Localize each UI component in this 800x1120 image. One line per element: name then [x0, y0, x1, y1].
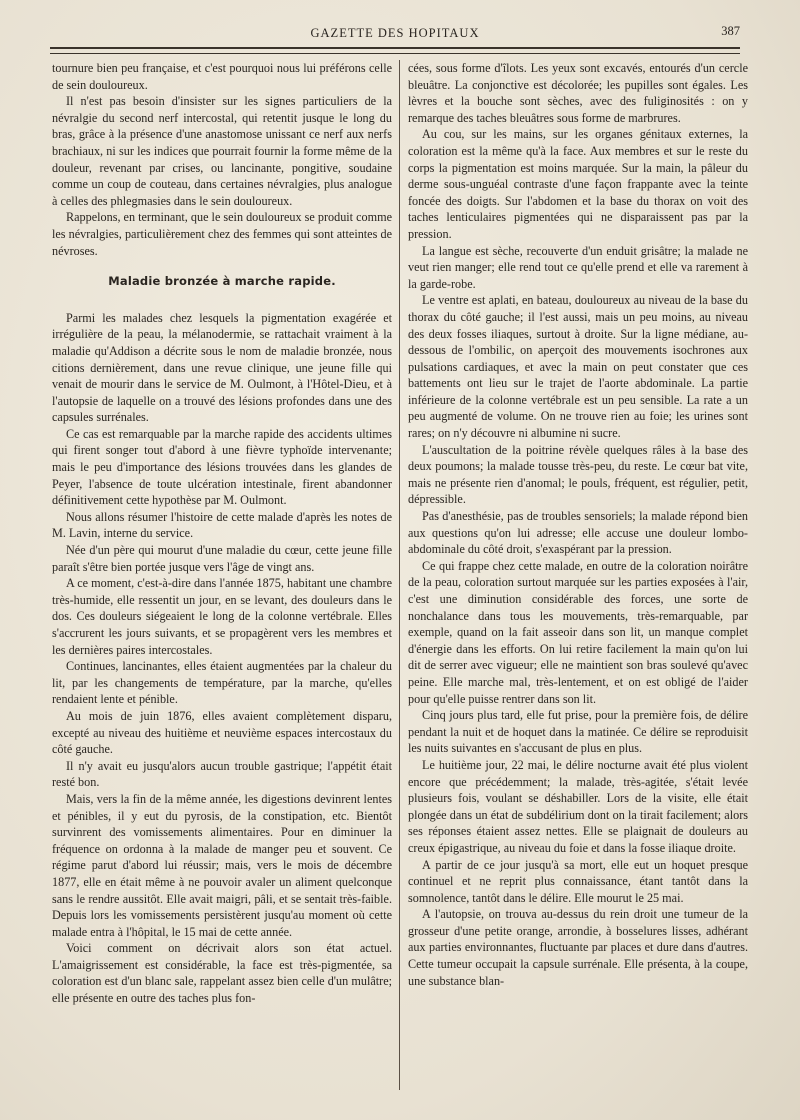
page-number: 387	[721, 24, 740, 38]
paragraph: Mais, vers la fin de la même année, les digestions devinrent lentes et pénibles, il y eut du pyrosis, de la constipation, etc. Bientôt survinrent des vomissements alimentaires. Pour en diminuer la fréquence on ordonna à la malade de manger peu et souvent. Ce régime parut d'abord lui réussir; mais, vers le mois de décembre 1877, elle en était même à ne pouvoir avaler un aliment quelconque sans le rendre aussitôt. Elle avait maigri, pâli, et se sentait très-faible. Depuis lors les vomissements persistèrent jusqu'au moment où cette malade entra à l'hôpital, le 15 mai de cette année.	[52, 791, 392, 939]
paragraph: La langue est sèche, recouverte d'un enduit grisâtre; la malade ne veut rien manger; elle rend tout ce qu'elle prend et elle va rarement à la garde-robe.	[408, 243, 748, 291]
paragraph: Au cou, sur les mains, sur les organes génitaux externes, la coloration est la même qu'à la face. Aux membres et sur le reste du corps la pigmentation est moins marquée. Sur la main, la pâleur du derme sous-unguéal contraste d'une façon frappante avec la teinte foncée des doigts. Sur l'abdomen et la base du thorax on voit des taches lenticulaires pigmentées qui ne disparaissent pas par la pression.	[408, 127, 748, 241]
paragraph: Parmi les malades chez lesquels la pigmentation exagérée et irrégulière de la peau, la mélanodermie, se rattachait vraiment à la maladie qu'Addison a décrite sous le nom de maladie bronzée, nous citions dernièrement, dans une revue clinique, une jeune fille qui venait de mourir dans le service de M. Oulmont, à l'Hôtel-Dieu, et à l'autopsie de laquelle on a trouvé des lésions profondes dans une des capsules surrénales.	[52, 310, 392, 425]
right-column	[408, 60, 748, 989]
paragraph: Nous allons résumer l'histoire de cette malade d'après les notes de M. Lavin, interne du service.	[52, 509, 392, 541]
header-rule-thin	[50, 53, 740, 54]
paragraph: cées, sous forme d'îlots. Les yeux sont excavés, entourés d'un cercle bleuâtre. La conjonctive est décolorée; les pupilles sont égales. Les lèvres et la bouche sont sèches, avec des fuliginosités : on y remarque des taches bleuâtres sous forme de marbrures.	[408, 61, 748, 125]
column-divider	[399, 60, 400, 1090]
paragraph: Ce qui frappe chez cette malade, en outre de la coloration noirâtre de la peau, coloration surtout marquée sur les parties exposées à l'air, c'est une diminution considérable des forces, une sorte de nonchalance dans tous les mouvements, très-remarquable, par exemple, quand on la fait asseoir dans son lit, un manque complet d'énergie dans les efforts. On lui retire facilement la main qu'on lui dit de serrer avec vigueur; elle ne maintient son bras soulevé qu'avec peine. Elle marche mal, très-lentement, et on est obligé de l'aider pour qu'elle puisse rentrer dans son lit.	[408, 558, 748, 706]
paragraph: A ce moment, c'est-à-dire dans l'année 1875, habitant une chambre très-humide, elle ressentit un jour, en se levant, des douleurs dans le dos. Ces douleurs siégeaient le long de la colonne vertébrale. Elles s'accrurent les jours suivants, et se propagèrent vers les membres et les dernières paires intercostales.	[52, 576, 392, 657]
paragraph: L'auscultation de la poitrine révèle quelques râles à la base des deux poumons; la malade tousse très-peu, du reste. Le cœur bat vite, mais ne présente rien d'anomal; le pouls, fréquent, est régulier, petit, dépressible.	[408, 442, 748, 507]
left-column	[52, 60, 392, 1007]
paragraph: Voici comment on décrivait alors son état actuel. L'amaigrissement est considérable, la face est très-pigmentée, sa coloration est d'un blanc sale, rappelant assez bien celle d'un mulâtre; elle présente en outre des taches plus fon-	[52, 941, 392, 1006]
paragraph: Pas d'anesthésie, pas de troubles sensoriels; la malade répond bien aux questions qu'on lui adresse; elle accuse une douleur lombo-abdominale du côté droit, s'exaspérant par la pression.	[408, 509, 748, 557]
header-rule-thick	[50, 47, 740, 49]
paragraph: Rappelons, en terminant, que le sein douloureux se produit comme les névralgies, particulièrement chez des femmes qui sont atteintes de névroses.	[52, 210, 392, 258]
page-header	[50, 22, 740, 46]
paragraph: Au mois de juin 1876, elles avaient complètement disparu, excepté au niveau des huitième et neuvième espaces intercostaux du côté gauche.	[52, 708, 392, 757]
paragraph: Il n'est pas besoin d'insister sur les signes particuliers de la névralgie du second nerf intercostal, qui retentit jusque le long du bras, grâce à la présence d'une anastomose unissant ce nerf aux nerfs brachiaux, ni sur les indices que pourrait fournir la forme même de la douleur, revenant par crises, ou lancinante, pongitive, soudaine comme un coup de couteau, dans certaines névralgies, plus analogue à celles des phlegmasies dans le sein douloureux.	[52, 94, 392, 208]
section-heading: Maladie bronzée à marche rapide.	[108, 274, 336, 289]
journal-title: GAZETTE DES HOPITAUX	[310, 26, 480, 40]
paragraph: Née d'un père qui mourut d'une maladie du cœur, cette jeune fille paraît s'être bien portée jusque vers l'âge de vingt ans.	[52, 543, 392, 574]
paragraph: Ce cas est remarquable par la marche rapide des accidents ultimes qui firent songer tout d'abord à une fièvre typhoïde intervenante; mais le peu d'importance des lésions trouvées dans les glandes de Peyer, l'absence de toute ulcération intestinale, firent abandonner définitivement cette hypothèse par M. Oulmont.	[52, 426, 392, 508]
paragraph: Cinq jours plus tard, elle fut prise, pour la première fois, de délire pendant la nuit et de hoquet dans la matinée. Ce délire se reproduisit les nuits suivantes en s'accusant de plus en plus.	[408, 708, 748, 756]
paragraph: A l'autopsie, on trouva au-dessus du rein droit une tumeur de la grosseur d'une petite orange, arrondie, à bosselures lisses, adhérant aux parties environnantes, fluctuante par places et dure dans d'autres. Cette tumeur occupait la capsule surrénale. Elle présenta, à la coupe, une substance blan-	[408, 907, 748, 988]
paragraph: Continues, lancinantes, elles étaient augmentées par la chaleur du lit, par les changements de température, par la marche, qu'elles rendaient lente et pénible.	[52, 659, 392, 707]
paragraph: A partir de ce jour jusqu'à sa mort, elle eut un hoquet presque continuel et ne reprit plus connaissance, étant tantôt dans la somnolence, tantôt dans le délire. Elle mourut le 25 mai.	[408, 857, 748, 905]
paragraph: Il n'y avait eu jusqu'alors aucun trouble gastrique; l'appétit était resté bon.	[52, 758, 392, 790]
paragraph: tournure bien peu française, et c'est pourquoi nous lui préférons celle de sein douloureux.	[52, 61, 392, 92]
paragraph: Le huitième jour, 22 mai, le délire nocturne avait été plus violent encore que précédemment; la malade, très-agitée, s'était levée plusieurs fois, voulant se déshabiller. Lors de la visite, elle était plongée dans un état de subdélirium dont on la tirait facilement; alors ses réponses étaient assez nettes. Elle se plaignait de douleurs au creux épigastrique, au niveau du foie et dans la fosse iliaque droite.	[408, 757, 748, 855]
paragraph: Le ventre est aplati, en bateau, douloureux au niveau de la base du thorax du côté gauche; il l'est aussi, mais un peu moins, au niveau des deux fosses iliaques, surtout à droite. Sur la ligne médiane, au-dessous de l'ombilic, on aperçoit des mouvements isochrones aux pulsations cardiaques, et avec la main on peut constater que ces battements ont lieu sur le trajet de l'aorte abdominale. La partie inférieure de la colonne vertébrale est un peu sensible. La rate a un peu augmenté de volume. On ne trouve rien au foie; les urines sont rares; on n'y découvre ni albumine ni sucre.	[408, 293, 748, 441]
